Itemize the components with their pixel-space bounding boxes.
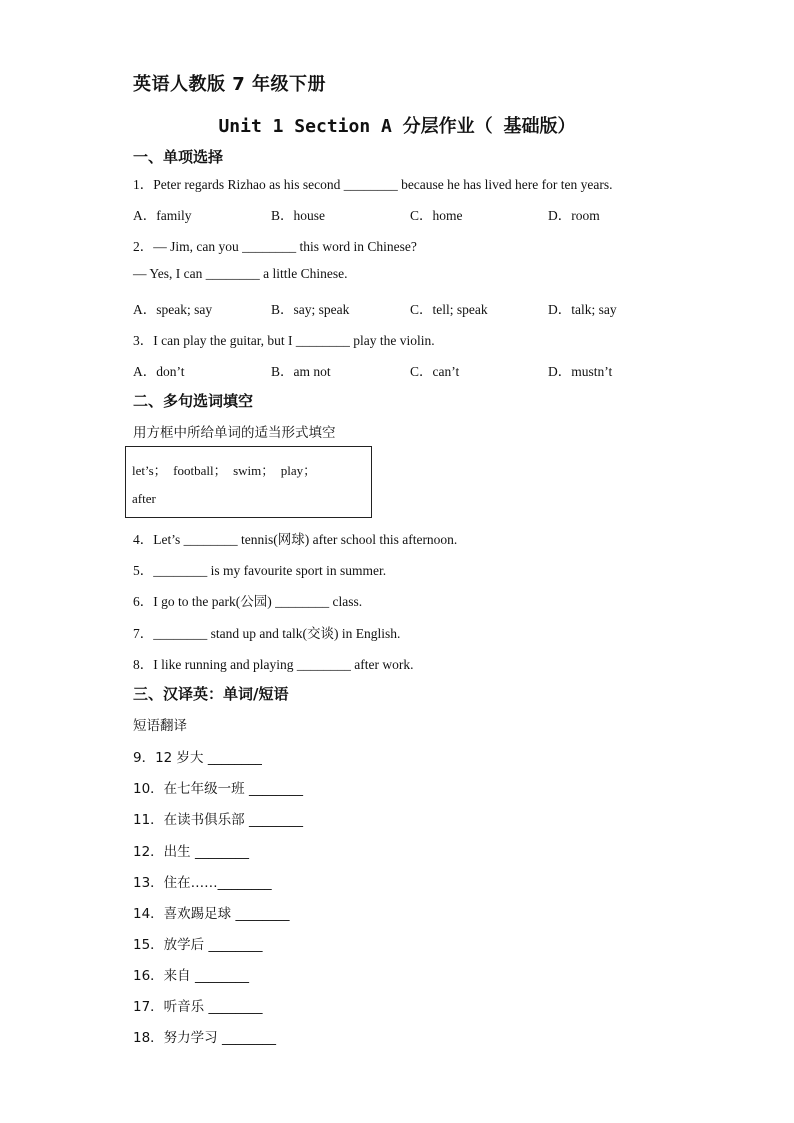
question-2-reply: — Yes, I can ________ a little Chinese.	[133, 266, 348, 281]
question-2-option-a: A．speak; say	[133, 302, 213, 317]
question-17-text: 17．听音乐 ________	[133, 999, 263, 1015]
word-box-line-2: after	[132, 491, 156, 506]
question-1-option-b: B．house	[271, 208, 325, 223]
question-3-text: 3．I can play the guitar, but I ________ play the violin.	[133, 333, 435, 348]
question-9-text: 9．12 岁大 ________	[133, 750, 262, 766]
document-subtitle: Unit 1 Section A 分层作业（ 基础版）	[218, 116, 576, 137]
question-2-option-b: B．say; speak	[271, 302, 350, 317]
question-3-option-a: A．don’t	[133, 364, 185, 379]
question-14-text: 14．喜欢踢足球 ________	[133, 906, 290, 922]
question-5-text: 5．________ is my favourite sport in summer.	[133, 563, 387, 578]
question-4-text: 4．Let’s ________ tennis(网球) after school this afternoon.	[133, 532, 458, 547]
section-heading-translation: 三、汉译英：单词/短语	[133, 685, 289, 703]
question-13-text: 13．住在……________	[133, 875, 272, 891]
question-7-text: 7．________ stand up and talk(交谈) in English.	[133, 626, 401, 641]
question-10-text: 10．在七年级一班 ________	[133, 781, 303, 797]
section-2-instruction: 用方框中所给单词的适当形式填空	[133, 425, 336, 441]
word-box	[125, 446, 372, 518]
question-3-option-d: D．mustn’t	[548, 364, 613, 379]
question-15-text: 15．放学后 ________	[133, 937, 263, 953]
document-title: 英语人教版 7 年级下册	[133, 74, 327, 95]
question-18-text: 18．努力学习 ________	[133, 1030, 276, 1046]
question-6-text: 6．I go to the park(公园) ________ class.	[133, 594, 363, 609]
question-1-option-a: A．family	[133, 208, 192, 223]
question-2-option-d: D．talk; say	[548, 302, 617, 317]
section-3-instruction: 短语翻译	[133, 718, 187, 734]
word-box-line-1: let’s； football； swim； play；	[132, 463, 317, 478]
section-heading-single-choice: 一、单项选择	[133, 148, 224, 166]
question-3-option-b: B．am not	[271, 364, 331, 379]
question-2-option-c: C．tell; speak	[410, 302, 488, 317]
question-2-text: 2．— Jim, can you ________ this word in Chinese?	[133, 239, 417, 254]
question-11-text: 11．在读书俱乐部 ________	[133, 812, 303, 828]
question-12-text: 12．出生 ________	[133, 844, 249, 860]
question-8-text: 8．I like running and playing ________ after work.	[133, 657, 414, 672]
question-1-option-d: D．room	[548, 208, 600, 223]
question-16-text: 16．来自 ________	[133, 968, 249, 984]
question-3-option-c: C．can’t	[410, 364, 460, 379]
question-1-text: 1．Peter regards Rizhao as his second ________ because he has lived here for ten years.	[133, 177, 613, 192]
section-heading-fill-in: 二、多句选词填空	[133, 392, 254, 410]
question-1-option-c: C．home	[410, 208, 463, 223]
